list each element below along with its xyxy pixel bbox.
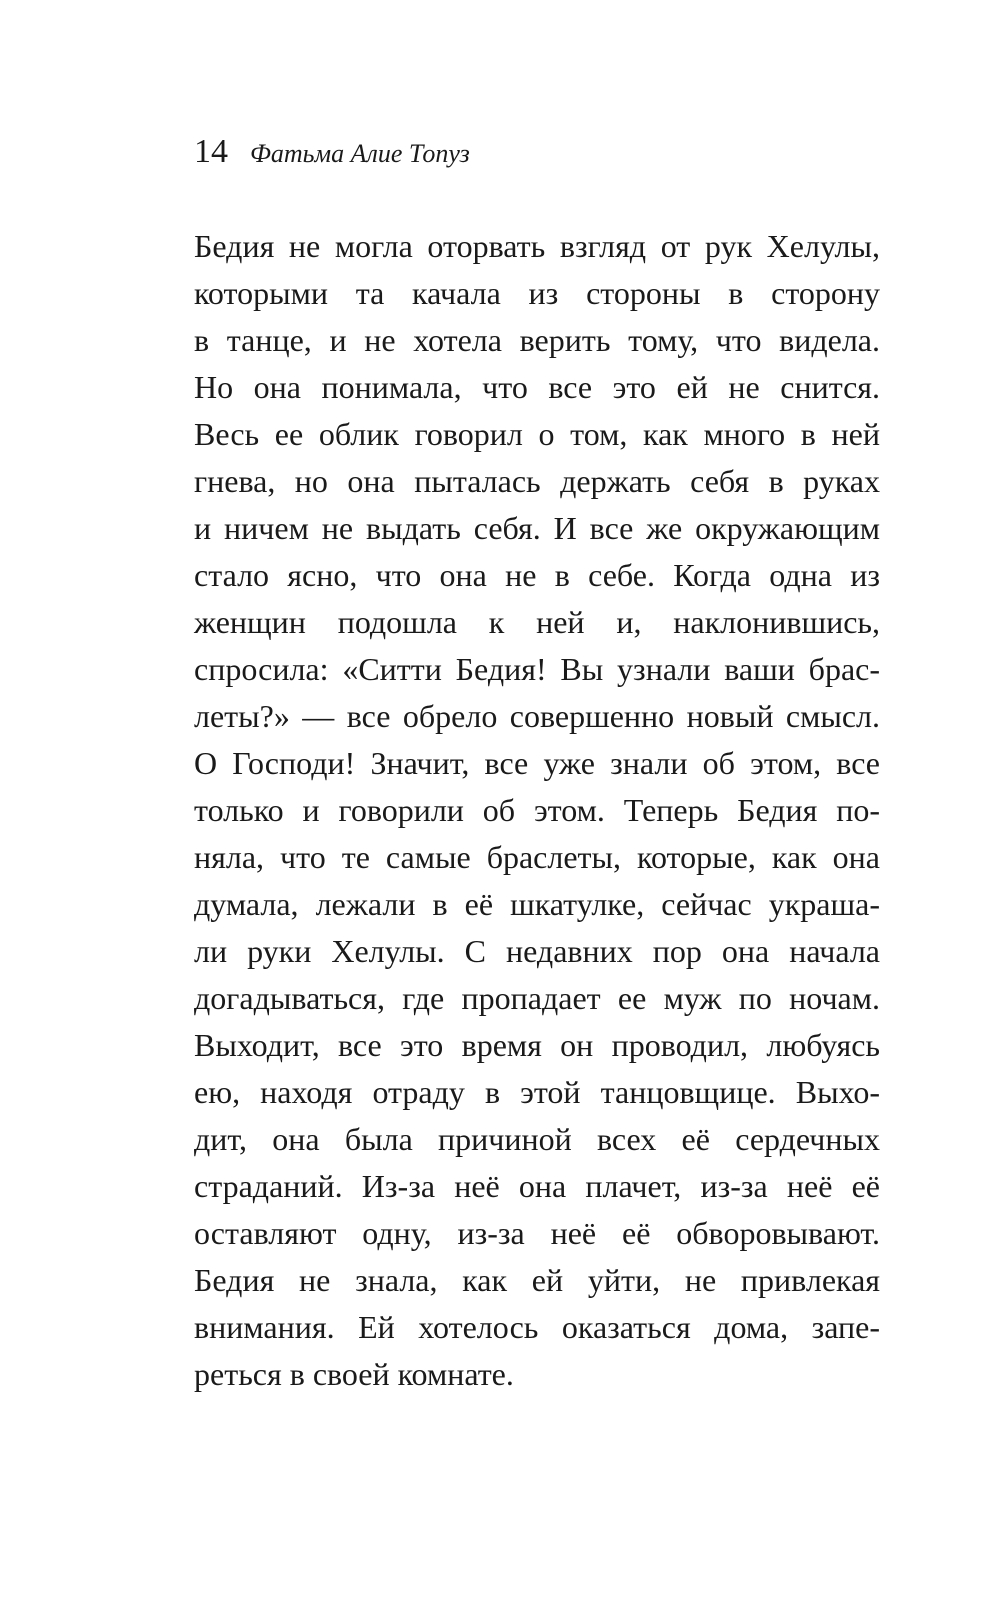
text-line: которыми та качала из стороны в сторону xyxy=(194,275,880,311)
text-line: Выходит, все это время он проводил, любуясь xyxy=(194,1027,880,1063)
page-number: 14 xyxy=(194,133,228,170)
text-line: догадываться, где пропадает ее муж по ночам. xyxy=(194,980,880,1016)
body-text xyxy=(194,223,880,1398)
text-line: няла, что те самые браслеты, которые, как она xyxy=(194,839,880,875)
text-line: леты?» — все обрело совершенно новый смысл. xyxy=(194,698,880,734)
text-line: страданий. Из-за неё она плачет, из-за неё её xyxy=(194,1168,880,1204)
text-line: Весь ее облик говорил о том, как много в ней xyxy=(194,416,880,452)
text-line: Но она понимала, что все это ей не снится. xyxy=(194,369,880,405)
text-line: женщин подошла к ней и, наклонившись, xyxy=(194,604,880,640)
text-line: Бедия не могла оторвать взгляд от рук Хелулы, xyxy=(194,228,880,264)
text-line: дит, она была причиной всех её сердечных xyxy=(194,1121,880,1157)
text-line: в танце, и не хотела верить тому, что видела. xyxy=(194,322,880,358)
text-line: стало ясно, что она не в себе. Когда одна из xyxy=(194,557,880,593)
running-title: Фатьма Алие Топуз xyxy=(250,139,470,168)
text-line: гнева, но она пыталась держать себя в руках xyxy=(194,463,880,499)
text-line: думала, лежали в её шкатулке, сейчас украша- xyxy=(194,886,880,922)
text-line: О Господи! Значит, все уже знали об этом, все xyxy=(194,745,880,781)
text-line: и ничем не выдать себя. И все же окружающим xyxy=(194,510,880,546)
text-line: внимания. Ей хотелось оказаться дома, запе- xyxy=(194,1309,880,1345)
text-line: оставляют одну, из-за неё её обворовывают. xyxy=(194,1215,880,1251)
text-line: ли руки Хелулы. С недавних пор она начала xyxy=(194,933,880,969)
text-line: спросила: «Ситти Бедия! Вы узнали ваши брас- xyxy=(194,651,880,687)
text-line: Бедия не знала, как ей уйти, не привлекая xyxy=(194,1262,880,1298)
text-line: только и говорили об этом. Теперь Бедия по- xyxy=(194,792,880,828)
text-line: реться в своей комнате. xyxy=(194,1356,514,1392)
running-head xyxy=(194,132,470,174)
text-line: ею, находя отраду в этой танцовщице. Выхо- xyxy=(194,1074,880,1110)
